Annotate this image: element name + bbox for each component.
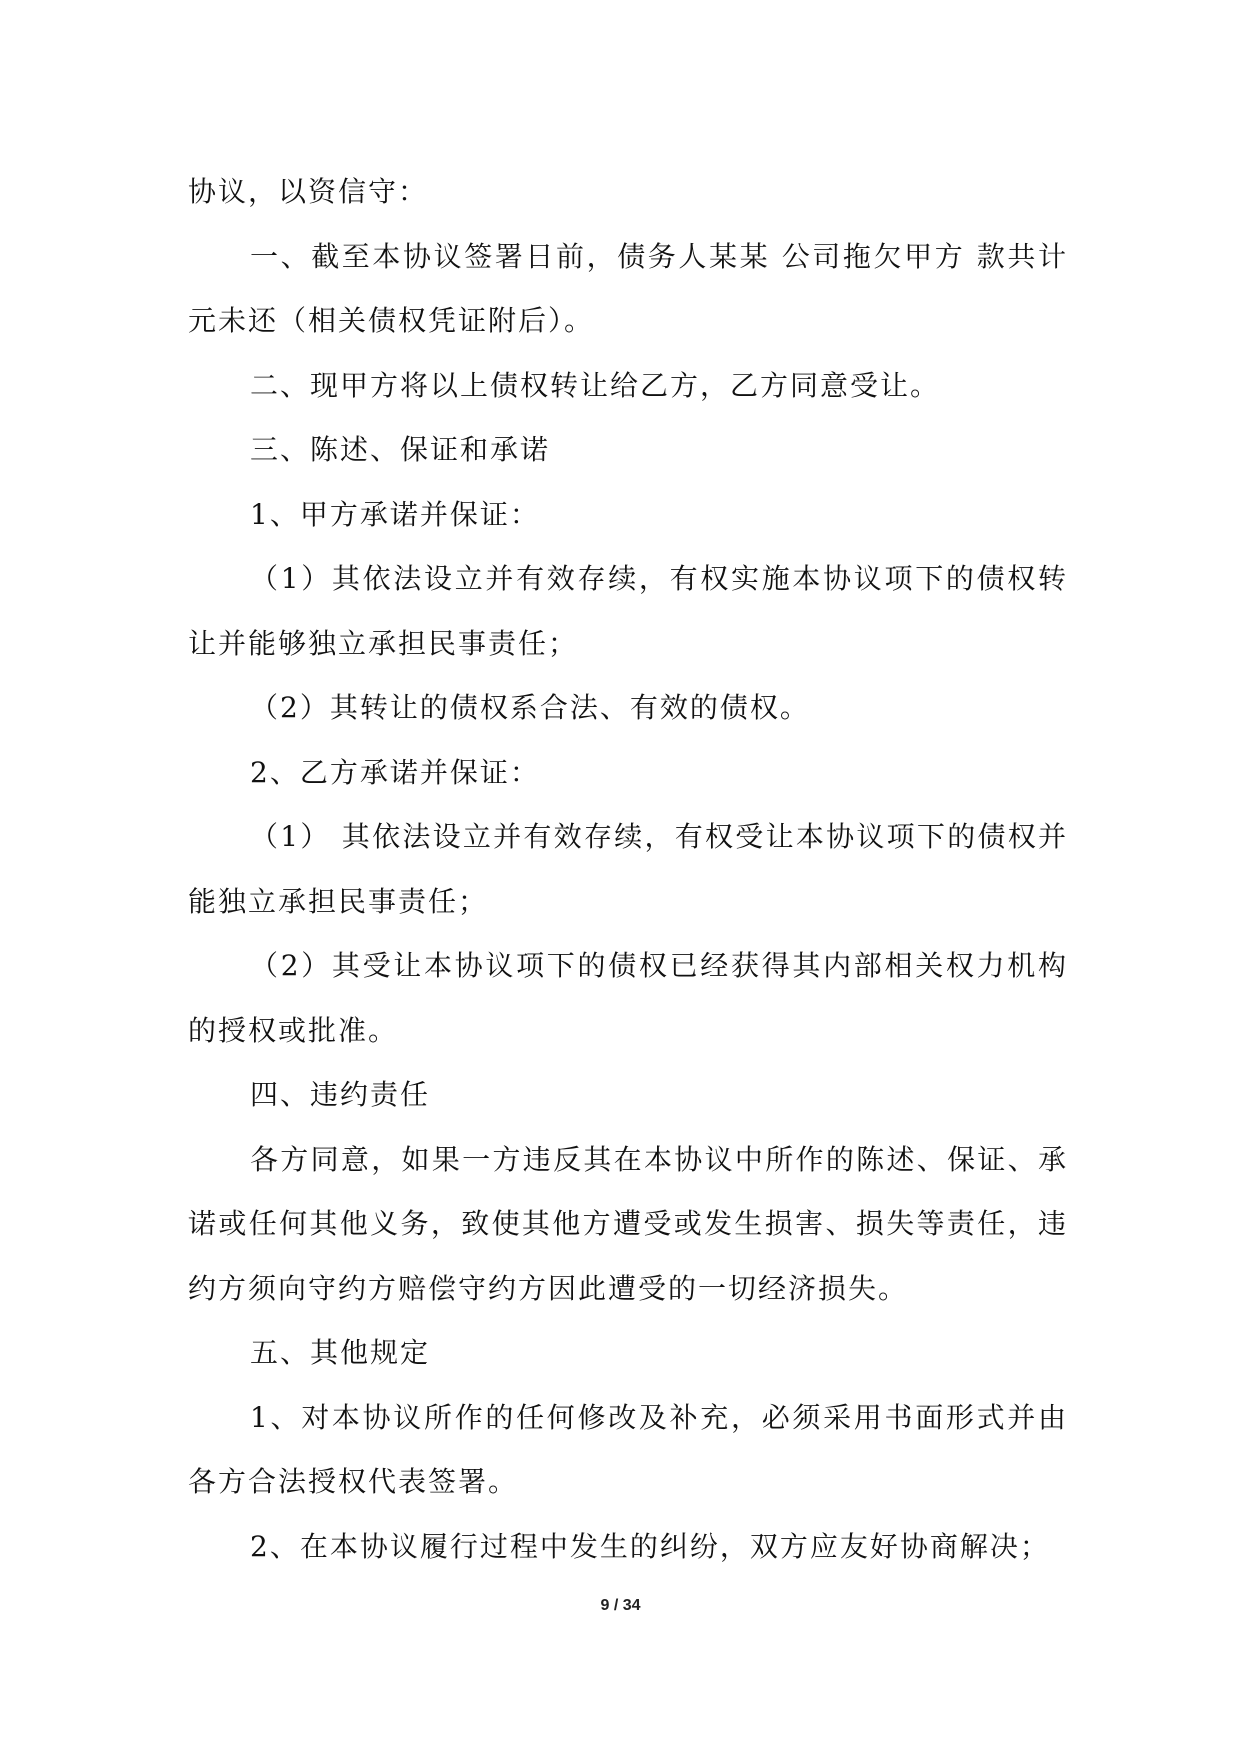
section-heading: 五、其他规定 [250, 1336, 431, 1369]
paragraph: 1、甲方承诺并保证： [250, 497, 540, 531]
page-number: 9 / 34 [600, 1597, 641, 1614]
paragraph: （2）其转让的债权系合法、有效的债权。 [250, 691, 810, 724]
paragraph: 2、在本协议履行过程中发生的纠纷，双方应友好协商解决； [250, 1529, 1050, 1563]
document-body [188, 160, 1068, 1579]
paragraph: 协议，以资信守： [188, 175, 429, 208]
section-heading: 三、陈述、保证和承诺 [250, 433, 551, 466]
paragraph: （2）其受让本协议项下的债权已经获得其内部相关权力机构的授权或批准。 [188, 949, 1068, 1047]
paragraph: 2、乙方承诺并保证： [250, 755, 540, 789]
paragraph: （1） 其依法设立并有效存续，有权受让本协议项下的债权并能独立承担民事责任； [188, 820, 1068, 918]
paragraph: 一、截至本协议签署日前，债务人某某 公司拖欠甲方 款共计 元未还（相关债权凭证附后）。 [188, 239, 1068, 337]
paragraph: 二、现甲方将以上债权转让给乙方，乙方同意受让。 [250, 368, 941, 402]
paragraph: 各方同意，如果一方违反其在本协议中所作的陈述、保证、承诺或任何其他义务，致使其他方遭受或发生损害、损失等责任，违约方须向守约方赔偿守约方因此遭受的一切经济损失。 [188, 1142, 1068, 1305]
paragraph: （1）其依法设立并有效存续，有权实施本协议项下的债权转让并能够独立承担民事责任； [188, 562, 1068, 660]
section-heading: 四、违约责任 [250, 1078, 431, 1111]
paragraph: 1、对本协议所作的任何修改及补充，必须采用书面形式并由各方合法授权代表签署。 [188, 1400, 1068, 1498]
